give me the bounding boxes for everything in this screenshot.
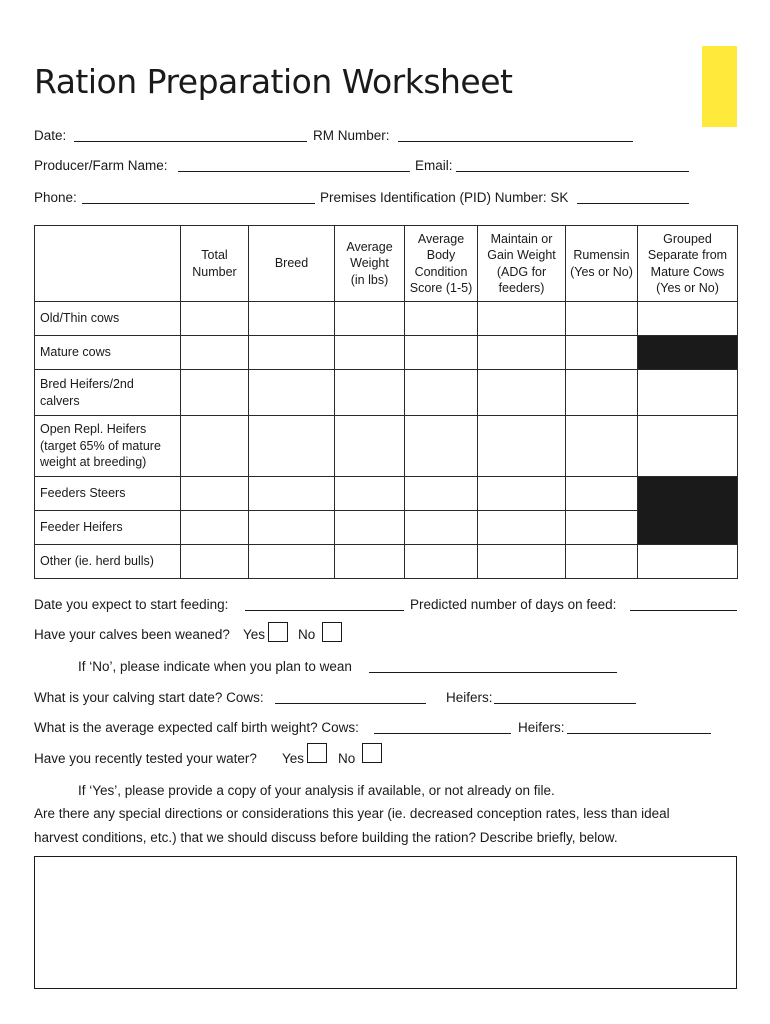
table-cell[interactable] — [249, 302, 335, 336]
table-cell[interactable] — [405, 545, 478, 579]
table-cell[interactable] — [405, 302, 478, 336]
days-on-feed-input-line[interactable] — [630, 610, 737, 611]
table-cell[interactable] — [638, 302, 738, 336]
weaned-no-checkbox[interactable] — [322, 622, 342, 642]
table-cell[interactable] — [566, 302, 638, 336]
calving-start-label: What is your calving start date? Cows: — [34, 690, 264, 705]
row-label-feeders-steers: Feeders Steers — [35, 477, 181, 511]
date-input-line[interactable] — [74, 141, 307, 142]
table-cell[interactable] — [405, 416, 478, 477]
birth-weight-cows-input-line[interactable] — [374, 733, 511, 734]
pid-label: Premises Identification (PID) Number: SK — [320, 190, 569, 205]
special-considerations-line-2: harvest conditions, etc.) that we should discuss before building the ration? Describe briefly, below. — [34, 830, 618, 845]
producer-farm-name-label: Producer/Farm Name: — [34, 158, 168, 173]
water-yes-checkbox[interactable] — [307, 743, 327, 763]
rm-number-label: RM Number: — [313, 128, 390, 143]
table-cell[interactable] — [478, 370, 566, 416]
row-label-feeder-heifers: Feeder Heifers — [35, 511, 181, 545]
table-cell[interactable] — [405, 336, 478, 370]
table-cell[interactable] — [566, 370, 638, 416]
analysis-copy-note: If ‘Yes’, please provide a copy of your analysis if available, or not already on file. — [78, 783, 555, 798]
table-cell[interactable] — [181, 477, 249, 511]
calving-heifers-label: Heifers: — [446, 690, 493, 705]
header-average-weight: Average Weight (in lbs) — [335, 226, 405, 302]
row-label-bred-heifers: Bred Heifers/2nd calvers — [35, 370, 181, 416]
birth-weight-label: What is the average expected calf birth weight? Cows: — [34, 720, 359, 735]
email-label: Email: — [415, 158, 453, 173]
wean-plan-label: If ‘No’, please indicate when you plan to wean — [78, 659, 352, 674]
shaded-cell — [638, 336, 738, 370]
table-row — [35, 416, 738, 477]
table-row — [35, 370, 738, 416]
table-cell[interactable] — [566, 545, 638, 579]
table-cell[interactable] — [335, 511, 405, 545]
description-textarea[interactable] — [34, 856, 737, 989]
rm-number-input-line[interactable] — [398, 141, 633, 142]
water-no-label: No — [338, 751, 356, 766]
phone-input-line[interactable] — [82, 203, 315, 204]
weaned-no-label: No — [298, 627, 316, 642]
table-cell[interactable] — [405, 477, 478, 511]
shaded-cell — [638, 477, 738, 545]
header-grouped-separate: Grouped Separate from Mature Cows (Yes or No) — [638, 226, 738, 302]
start-feeding-input-line[interactable] — [245, 610, 404, 611]
table-cell[interactable] — [249, 336, 335, 370]
herd-table — [34, 225, 738, 579]
header-cell — [35, 226, 181, 302]
table-cell[interactable] — [566, 511, 638, 545]
table-cell[interactable] — [249, 511, 335, 545]
water-tested-label: Have you recently tested your water? — [34, 751, 257, 766]
days-on-feed-label: Predicted number of days on feed: — [410, 597, 617, 612]
email-input-line[interactable] — [456, 171, 689, 172]
table-cell[interactable] — [638, 416, 738, 477]
weaned-yes-label: Yes — [243, 627, 266, 642]
special-considerations-line-1: Are there any special directions or considerations this year (ie. decreased conception rates, less than ideal — [34, 806, 670, 821]
table-cell[interactable] — [181, 545, 249, 579]
table-cell[interactable] — [478, 511, 566, 545]
calving-start-heifers-input-line[interactable] — [494, 703, 636, 704]
table-cell[interactable] — [478, 477, 566, 511]
table-header-row — [35, 226, 738, 302]
header-maintain-or-gain: Maintain or Gain Weight (ADG for feeders) — [478, 226, 566, 302]
table-cell[interactable] — [566, 416, 638, 477]
table-cell[interactable] — [181, 336, 249, 370]
table-cell[interactable] — [249, 416, 335, 477]
table-cell[interactable] — [405, 370, 478, 416]
water-no-checkbox[interactable] — [362, 743, 382, 763]
calving-start-cows-input-line[interactable] — [275, 703, 426, 704]
row-label-old-thin-cows: Old/Thin cows — [35, 302, 181, 336]
table-cell[interactable] — [249, 477, 335, 511]
header-total-number: Total Number — [181, 226, 249, 302]
wean-plan-input-line[interactable] — [369, 672, 617, 673]
weaned-label: Have your calves been weaned? — [34, 627, 230, 642]
table-cell[interactable] — [181, 511, 249, 545]
start-feeding-label: Date you expect to start feeding: — [34, 597, 229, 612]
table-row — [35, 511, 738, 545]
pid-input-line[interactable] — [577, 203, 689, 204]
table-cell[interactable] — [566, 336, 638, 370]
table-cell[interactable] — [181, 416, 249, 477]
producer-farm-name-input-line[interactable] — [178, 171, 410, 172]
page-title: Ration Preparation Worksheet — [34, 62, 513, 101]
table-cell[interactable] — [638, 370, 738, 416]
table-row — [35, 545, 738, 579]
table-cell[interactable] — [478, 302, 566, 336]
table-cell[interactable] — [405, 511, 478, 545]
birth-weight-heifers-label: Heifers: — [518, 720, 565, 735]
table-cell[interactable] — [478, 336, 566, 370]
table-row — [35, 302, 738, 336]
weaned-yes-checkbox[interactable] — [268, 622, 288, 642]
table-cell[interactable] — [335, 302, 405, 336]
table-cell[interactable] — [249, 370, 335, 416]
table-cell[interactable] — [335, 477, 405, 511]
table-cell[interactable] — [335, 416, 405, 477]
header-rumensin: Rumensin (Yes or No) — [566, 226, 638, 302]
row-label-open-repl-heifers: Open Repl. Heifers (target 65% of mature weight at breeding) — [35, 416, 181, 477]
table-cell[interactable] — [181, 302, 249, 336]
table-cell[interactable] — [335, 336, 405, 370]
date-label: Date: — [34, 128, 67, 143]
row-label-mature-cows: Mature cows — [35, 336, 181, 370]
birth-weight-heifers-input-line[interactable] — [567, 733, 711, 734]
header-breed: Breed — [249, 226, 335, 302]
table-cell[interactable] — [478, 416, 566, 477]
row-label-other: Other (ie. herd bulls) — [35, 545, 181, 579]
water-yes-label: Yes — [282, 751, 305, 766]
table-cell[interactable] — [181, 370, 249, 416]
brand-color-tab — [702, 46, 737, 127]
table-cell[interactable] — [335, 545, 405, 579]
table-row — [35, 336, 738, 370]
phone-label: Phone: — [34, 190, 77, 205]
table-cell[interactable] — [249, 545, 335, 579]
table-cell[interactable] — [478, 545, 566, 579]
table-row — [35, 477, 738, 511]
table-cell[interactable] — [335, 370, 405, 416]
table-cell[interactable] — [638, 545, 738, 579]
table-cell[interactable] — [566, 477, 638, 511]
header-body-condition-score: Average Body Condition Score (1-5) — [405, 226, 478, 302]
